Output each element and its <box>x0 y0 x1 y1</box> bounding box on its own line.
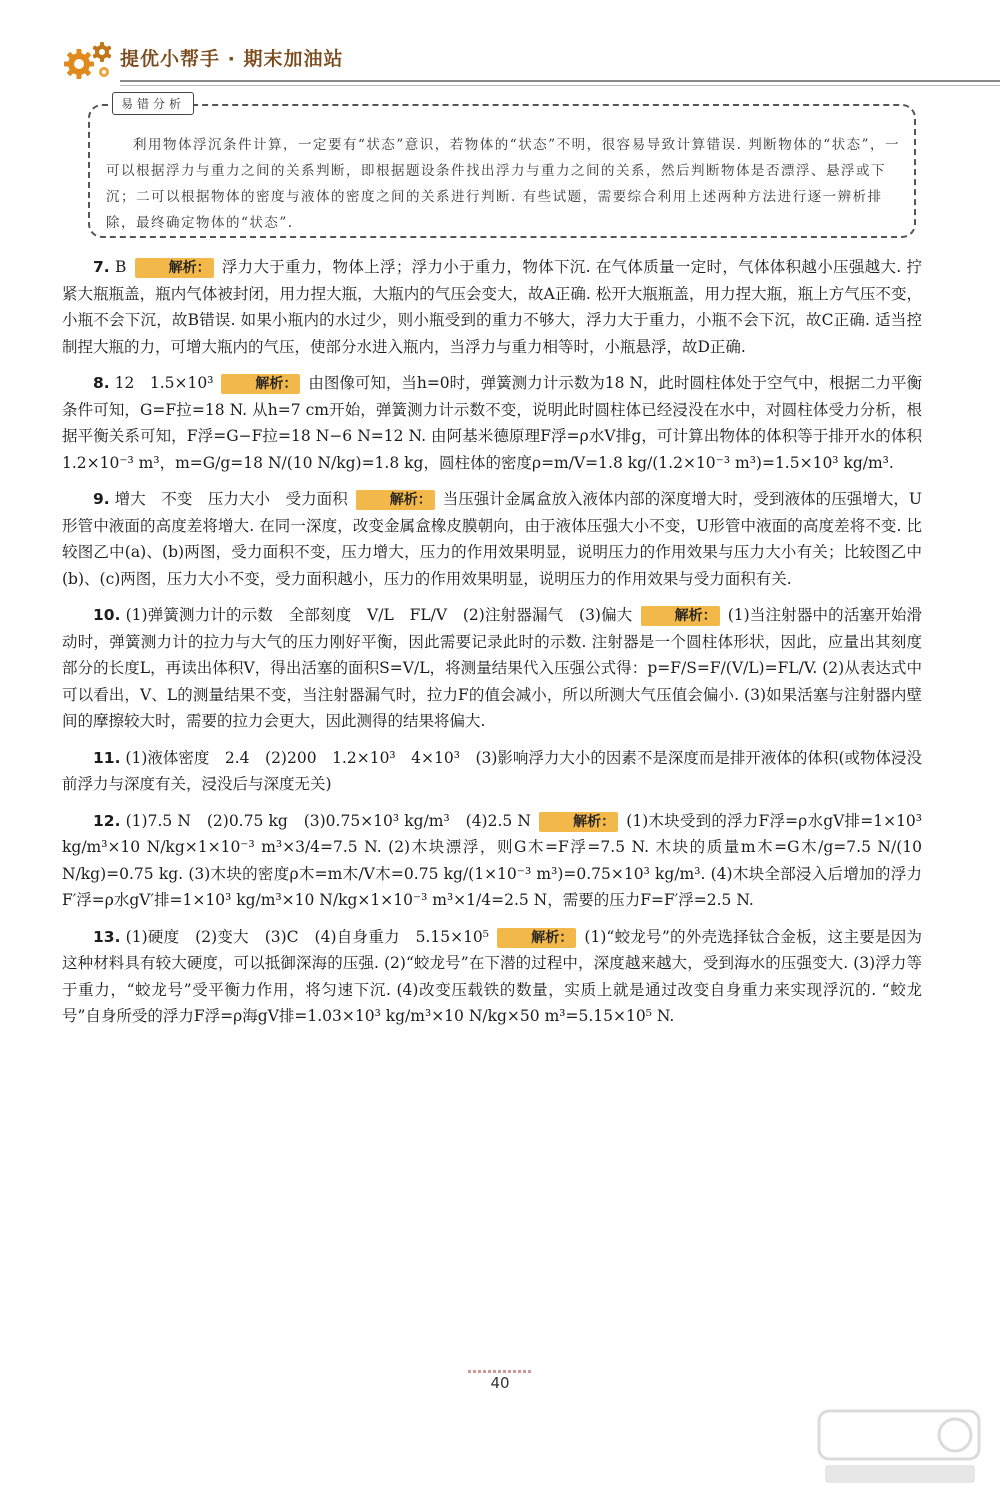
page-number-decoration <box>468 1370 532 1373</box>
gears-icon <box>62 38 118 82</box>
parse-label: 解析 ： <box>356 490 435 510</box>
question-number: 13. <box>93 927 121 946</box>
answer-key: (1)弹簧测力计的示数 全部刻度 V/L FL/V (2)注射器漏气 (3)偏大 <box>125 606 633 624</box>
answer-item <box>62 370 922 476</box>
page-number: 40 <box>490 1374 510 1392</box>
answer-key: 增大 不变 压力大小 受力面积 <box>114 490 348 508</box>
header-divider-thin <box>120 85 1000 86</box>
header-divider <box>120 80 1000 82</box>
parse-text: (1)木块受到的浮力F浮=ρ水gV排=1×10³ kg/m³×10 N/kg×1×10⁻³ m³×3/4=7.5 N. (2)木块漂浮，则G木=F浮=7.5 N. 木块的质量m木=G木/g=7.5 N/(10 N/kg)=0.75 kg. (3)木块的密度ρ木=m木/V木=0.75 kg/(1×10⁻³ m³)=0.75×10³ kg/m³. (4)木块全部浸入后增加的浮力F′浮=ρ水gV′排=1×10³ kg/m³×10 N/kg×1×10⁻³ m³×1/4=2.5 N，需要的压力F=F′浮=2.5 N. <box>62 811 923 909</box>
parse-text: (1)当注射器中的活塞开始滑动时，弹簧测力计的拉力与大气的压力刚好平衡，因此需要记录此时的示数. 注射器是一个圆柱体形状，因此，应量出其刻度部分的长度L，再读出体积V，得出活塞的面积S=V/L，将测量结果代入压强公式得：p=F/S=F/(V/L)=FL/V. (2)从表达式中可以看出，V、L的测量结果不变，当注射器漏气时，拉力F的值会减小，所以所测大气压值会偏小. (3)如果活塞与注射器内壁间的摩擦较大时，需要的拉力会更大，因此测得的结果将偏大. <box>62 606 923 730</box>
watermark-logo <box>815 1405 983 1489</box>
answer-item <box>62 486 922 592</box>
error-analysis-text: 利用物体浮沉条件计算，一定要有“状态”意识，若物体的“状态”不明，很容易导致计算错误. 判断物体的“状态”，一可以根据浮力与重力之间的关系判断，即根据题设条件找出浮力与重力之间的关系，然后判断物体是否漂浮、悬浮或下沉；二可以根据物体的密度与液体的密度之间的关系进行判断. 有些试题，需要综合利用上述两种方法进行逐一辨析排除，最终确定物体的“状态”. <box>106 137 900 231</box>
question-number: 11. <box>93 748 121 767</box>
question-number: 9. <box>93 490 110 508</box>
parse-label: 解析 ： <box>221 374 300 394</box>
answer-key: (1)7.5 N (2)0.75 kg (3)0.75×10³ kg/m³ (4)2.5 N <box>125 811 531 830</box>
question-number: 7. <box>93 258 110 276</box>
answer-key: 12 1.5×10³ <box>114 374 214 392</box>
parse-label: 解析 ： <box>135 258 214 278</box>
parse-label: 解析 ： <box>539 812 618 832</box>
answer-item <box>62 808 922 914</box>
error-analysis-tag: 易错分析 <box>112 92 194 115</box>
parse-text: (1)“蛟龙号”的外壳选择钛合金板，这主要是因为这种材料具有较大硬度，可以抵御深海的压强. (2)“蛟龙号”在下潜的过程中，深度越来越大，受到海水的压强变大. (3)浮力等于重力，“蛟龙号”受平衡力作用，将匀速下沉. (4)改变压载铁的数量，实质上就是通过改变自身重力来实现浮沉的. “蛟龙号”自身所受的浮力F浮=ρ海gV排=1.03×10³ kg/m³×10 N/kg×50 m³=5.15×10⁵ N. <box>62 927 922 1025</box>
parse-text: 由图像可知，当h=0时，弹簧测力计示数为18 N，此时圆柱体处于空气中，根据二力平衡条件可知，G=F拉=18 N. 从h=7 cm开始，弹簧测力计示数不变，说明此时圆柱体已经浸没在水中，对圆柱体受力分析，根据平衡关系可知，F浮=G−F拉=18 N−6 N=12 N. 由阿基米德原理F浮=ρ水V排g，可计算出物体的体积等于排开水的体积1.2×10⁻³ m³，m=G/g=18 N/(10 N/kg)=1.8 kg，圆柱体的密度ρ=m/V=1.8 kg/(1.2×10⁻³ m³)=1.5×10³ kg/m³. <box>62 374 922 472</box>
answer-key: (1)硬度 (2)变大 (3)C (4)自身重力 5.15×10⁵ <box>125 927 490 946</box>
question-number: 8. <box>93 374 110 392</box>
answer-item <box>62 745 922 798</box>
parse-label: 解析 ： <box>641 606 720 626</box>
header-title: 提优小帮手 · 期末加油站 <box>120 48 344 70</box>
answer-key: (1)液体密度 2.4 (2)200 1.2×10³ 4×10³ (3)影响浮力大小的因素不是深度而是排开液体的体积(或物体浸没前浮力与深度有关，浸没后与深度无关) <box>62 748 922 793</box>
answer-item <box>62 602 922 735</box>
answer-key: B <box>114 258 127 276</box>
parse-text: 当压强计金属盒放入液体内部的深度增大时，受到液体的压强增大，U形管中液面的高度差将增大. 在同一深度，改变金属盒橡皮膜朝向，由于液体压强大小不变，U形管中液面的高度差将不变. 比较图乙中(a)、(b)两图，受力面积不变，压力增大，压力的作用效果明显，说明压力的作用效果与压力大小有关；比较图乙中(b)、(c)两图，压力大小不变，受力面积越小，压力的作用效果明显，说明压力的作用效果与受力面积有关. <box>62 490 922 588</box>
answer-item <box>62 924 922 1030</box>
answer-item <box>62 254 922 360</box>
answers-section <box>62 254 922 1040</box>
parse-label: 解析 ： <box>497 928 576 948</box>
question-number: 10. <box>93 606 121 624</box>
error-analysis-box <box>88 97 916 238</box>
question-number: 12. <box>93 811 121 830</box>
parse-text: 浮力大于重力，物体上浮；浮力小于重力，物体下沉. 在气体质量一定时，气体体积越小压强越大. 拧紧大瓶瓶盖，瓶内气体被封闭，用力捏大瓶，大瓶内的气压会变大，故A正确. 松开大瓶瓶盖，用力捏大瓶，瓶上方气压不变，小瓶不会下沉，故B错误. 如果小瓶内的水过少，则小瓶受到的重力不够大，浮力大于重力，小瓶不会下沉，故C正确. 适当控制捏大瓶的力，可增大瓶内的气压，使部分水进入瓶内，当浮力与重力相等时，小瓶悬浮，故D正确. <box>62 258 922 356</box>
